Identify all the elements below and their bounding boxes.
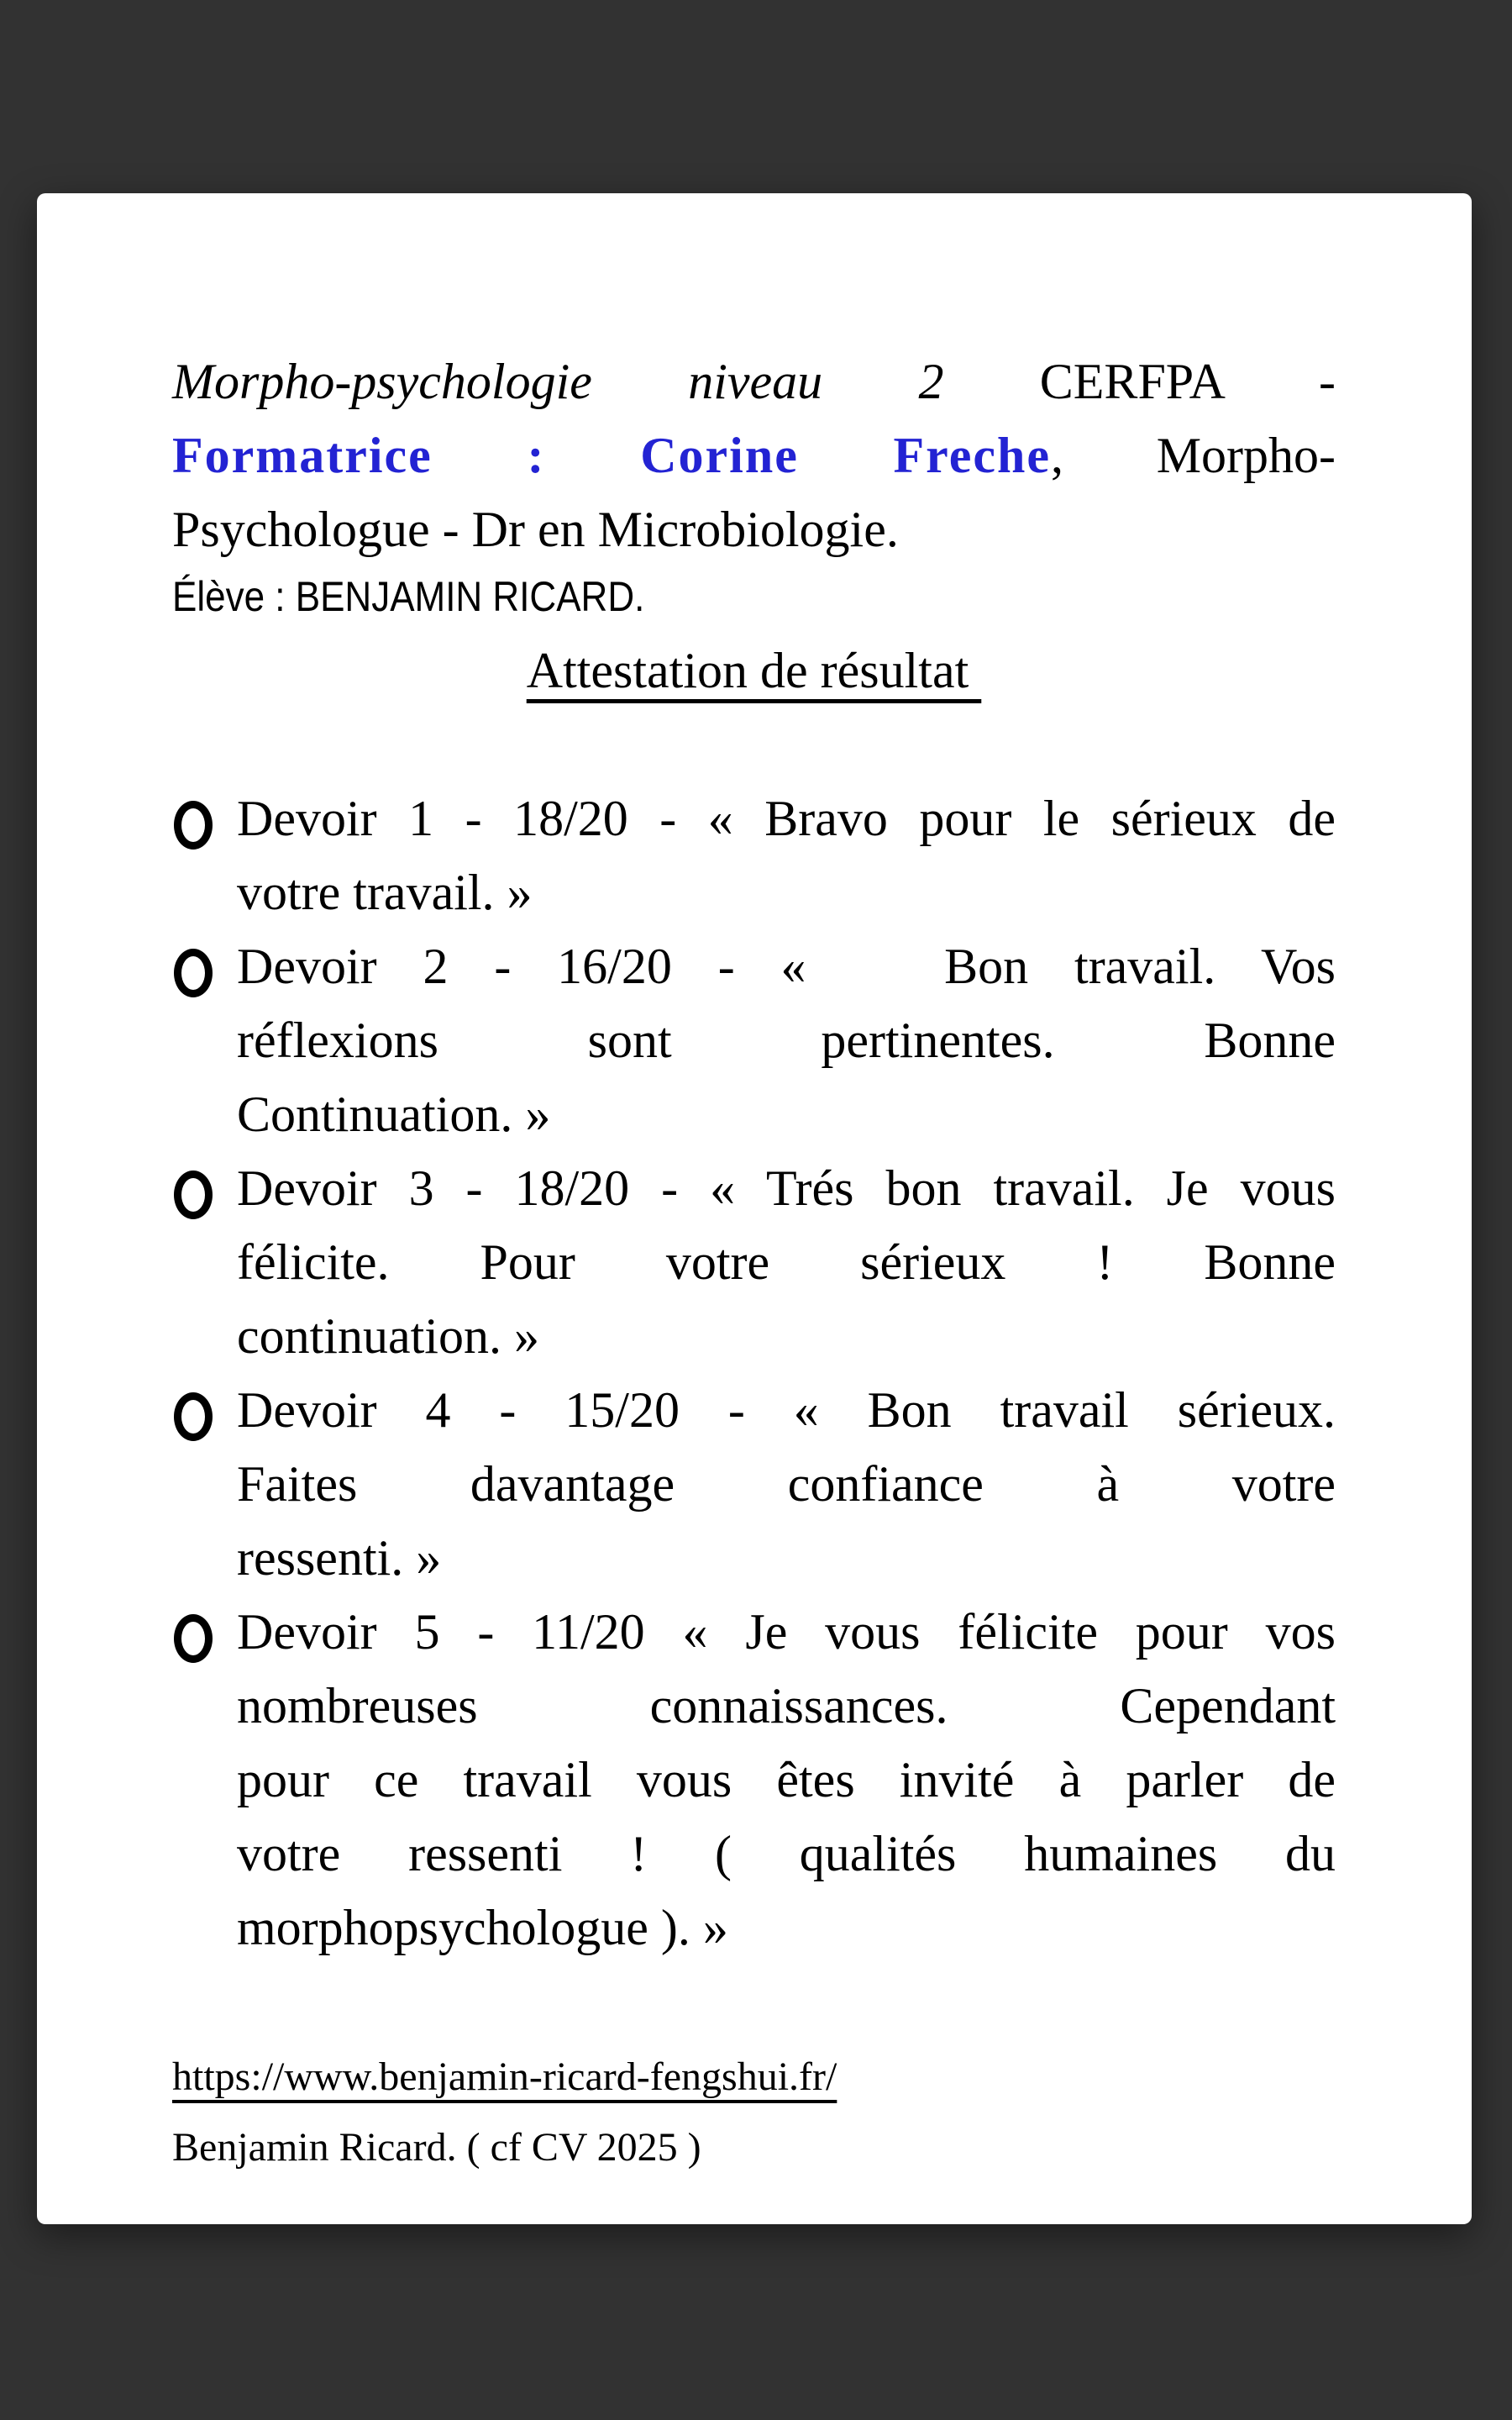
devoir-5-line-5: morphopsychologue ). » — [237, 1900, 728, 1955]
attestation-title — [172, 630, 1336, 711]
trainer-title-end: Psychologue - Dr en Microbiologie. — [172, 502, 899, 557]
link-line — [172, 2042, 1336, 2112]
header-line-2 — [172, 418, 1336, 492]
course-title: Morpho-psychologie niveau 2 — [172, 354, 1040, 409]
list-item-devoir-2 — [172, 929, 1336, 1151]
devoir-list — [172, 781, 1336, 1965]
circle-bullet-icon — [174, 1171, 213, 1219]
list-item-devoir-4 — [172, 1373, 1336, 1595]
byline: Benjamin Ricard. ( cf CV 2025 ) — [172, 2125, 701, 2170]
devoir-5-line-2: nombreuses connaissances. Cependant — [237, 1678, 1336, 1733]
document-header — [172, 345, 1336, 566]
document-page — [37, 193, 1472, 2224]
devoir-5-line-1: Devoir 5 - 11/20 « Je vous félicite pour vos — [237, 1604, 1336, 1660]
student-line: Élève : BENJAMIN RICARD. — [172, 573, 645, 620]
attestation-title-text: Attestation de résultat — [526, 643, 982, 698]
devoir-4-line-3: ressenti. » — [237, 1530, 442, 1586]
header-line-3 — [172, 492, 1336, 566]
devoir-1-line-1: Devoir 1 - 18/20 - « Bravo pour le sérieux de — [237, 791, 1336, 846]
devoir-1-line-2: votre travail. » — [237, 865, 533, 920]
devoir-2-line-1: Devoir 2 - 16/20 - « Bon travail. Vos — [237, 939, 1336, 994]
header-line-1 — [172, 345, 1336, 418]
header-dash: - — [1319, 354, 1336, 409]
list-item-devoir-3 — [172, 1151, 1336, 1373]
list-item-devoir-1 — [172, 781, 1336, 929]
devoir-2-line-2: réflexions sont pertinentes. Bonne — [237, 1013, 1336, 1068]
document-content — [37, 193, 1472, 2183]
trainer-title-start: , Morpho- — [1050, 428, 1336, 483]
devoir-3-line-2: félicite. Pour votre sérieux ! Bonne — [237, 1234, 1336, 1290]
circle-bullet-icon — [174, 949, 213, 997]
school-name: CERFPA — [1039, 354, 1319, 409]
devoir-5-line-4: votre ressenti ! ( qualités humaines du — [237, 1826, 1336, 1881]
circle-bullet-icon — [174, 1614, 213, 1663]
devoir-5-line-3: pour ce travail vous êtes invité à parler de — [237, 1752, 1336, 1807]
document-footer — [172, 2042, 1336, 2183]
website-link[interactable]: https://www.benjamin-ricard-fengshui.fr/ — [172, 2054, 837, 2099]
devoir-3-line-1: Devoir 3 - 18/20 - « Trés bon travail. Je vous — [237, 1160, 1336, 1216]
trainer-name: Formatrice : Corine Freche — [172, 428, 1051, 483]
devoir-4-line-2: Faites davantage confiance à votre — [237, 1456, 1336, 1512]
devoir-3-line-3: continuation. » — [237, 1308, 539, 1364]
devoir-2-line-3: Continuation. » — [237, 1086, 551, 1142]
circle-bullet-icon — [174, 801, 213, 850]
circle-bullet-icon — [174, 1392, 213, 1441]
devoir-4-line-1: Devoir 4 - 15/20 - « Bon travail sérieux. — [237, 1382, 1336, 1438]
list-item-devoir-5 — [172, 1595, 1336, 1965]
